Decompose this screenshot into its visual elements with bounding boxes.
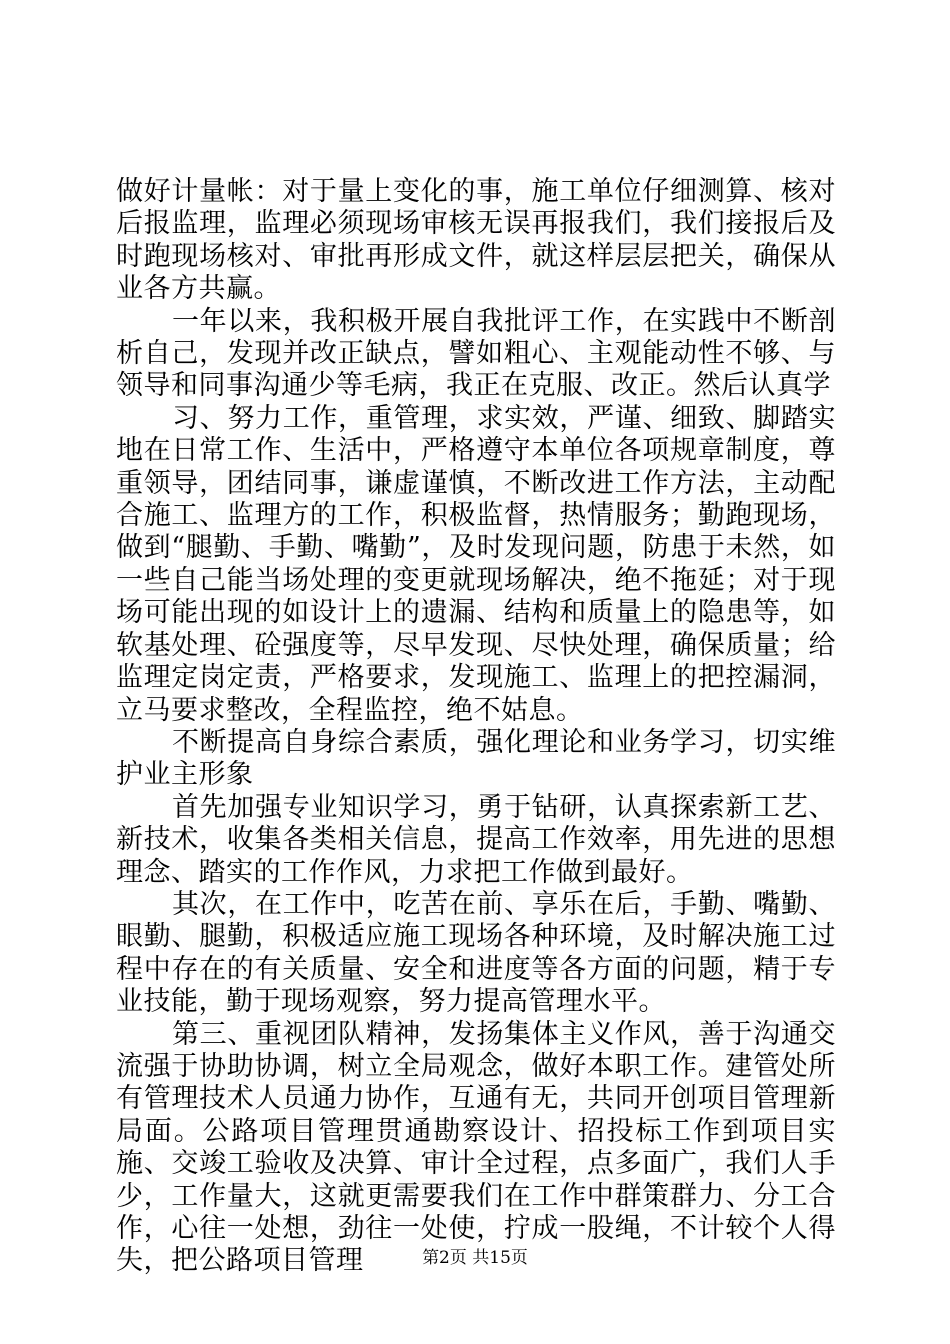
paragraph-6: 其次，在工作中，吃苦在前、享乐在后，手勤、嘴勤、眼勤、腿勤，积极适应施工现场各种环境，及时解决施工过程中存在的有关质量、安全和进度等各方面的问题，精于专业技能，勤于现场观察，努力提高管理水平。 bbox=[116, 888, 836, 1018]
paragraph-5: 首先加强专业知识学习，勇于钻研，认真探索新工艺、新技术，收集各类相关信息，提高工作效率，用先进的思想理念、踏实的工作作风，力求把工作做到最好。 bbox=[116, 791, 836, 888]
page-footer: 第2页 共15页 bbox=[422, 1248, 528, 1268]
paragraph-3: 习、努力工作，重管理，求实效，严谨、细致、脚踏实地在日常工作、生活中，严格遵守本单位各项规章制度，尊重领导，团结同事，谦虚谨慎，不断改进工作方法，主动配合施工、监理方的工作，积极监督，热情服务；勤跑现场，做到“腿勤、手勤、嘴勤”，及时发现问题，防患于未然，如一些自己能当场处理的变更就现场解决，绝不拖延；对于现场可能出现的如设计上的遗漏、结构和质量上的隐患等，如软基处理、砼强度等，尽早发现、尽快处理，确保质量；给监理定岗定责，严格要求，发现施工、监理上的把控漏洞，立马要求整改，全程监控，绝不姑息。 bbox=[116, 402, 836, 726]
document-body bbox=[116, 176, 836, 1278]
paragraph-7: 第三、重视团队精神，发扬集体主义作风，善于沟通交流强于协助协调，树立全局观念，做好本职工作。建管处所有管理技术人员通力协作，互通有无，共同开创项目管理新局面。公路项目管理贯通勘察设计、招投标工作到项目实施、交竣工验收及决算、审计全过程，点多面广，我们人手少，工作量大，这就更需要我们在工作中群策群力、分工合作，心往一处想，劲往一处使，拧成一股绳，不计较个人得失，把公路项目管理 bbox=[116, 1018, 836, 1277]
paragraph-4: 不断提高自身综合素质，强化理论和业务学习，切实维护业主形象 bbox=[116, 726, 836, 791]
paragraph-2: 一年以来，我积极开展自我批评工作，在实践中不断剖析自己，发现并改正缺点，譬如粗心、主观能动性不够、与领导和同事沟通少等毛病，我正在克服、改正。然后认真学 bbox=[116, 305, 836, 402]
paragraph-1: 做好计量帐：对于量上变化的事，施工单位仔细测算、核对后报监理，监理必须现场审核无误再报我们，我们接报后及时跑现场核对、审批再形成文件，就这样层层把关，确保从业各方共赢。 bbox=[116, 176, 836, 305]
